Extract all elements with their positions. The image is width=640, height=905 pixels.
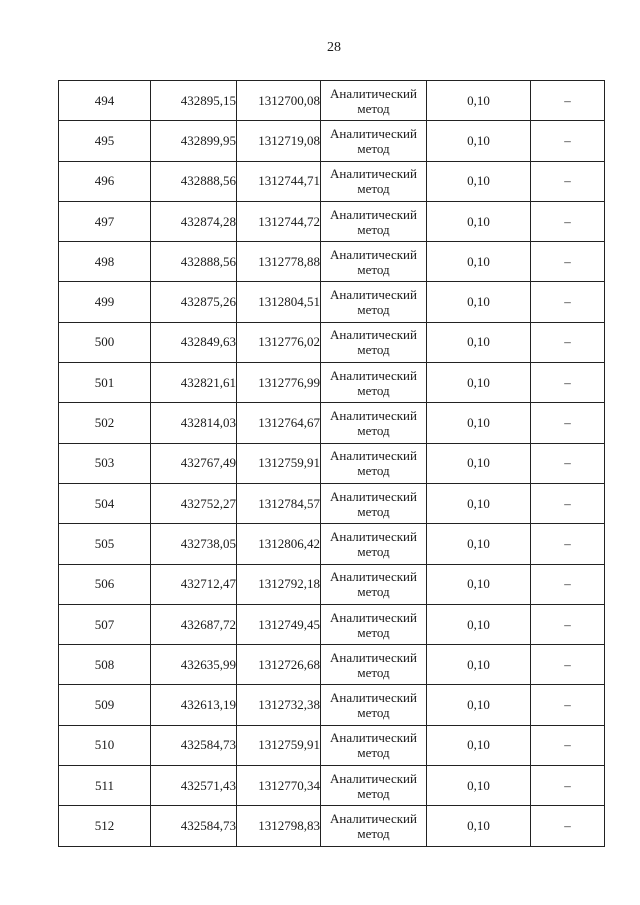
table-row — [59, 564, 605, 604]
table-row — [59, 483, 605, 523]
x-coordinate-cell: 432814,03 — [151, 403, 237, 443]
method-cell: Аналитический метод — [321, 403, 427, 443]
method-cell: Аналитический метод — [321, 524, 427, 564]
x-coordinate-cell: 432687,72 — [151, 604, 237, 644]
x-coordinate-cell: 432874,28 — [151, 201, 237, 241]
point-number-cell: 499 — [59, 282, 151, 322]
accuracy-cell: 0,10 — [427, 161, 531, 201]
x-coordinate-cell: 432888,56 — [151, 242, 237, 282]
table-row — [59, 443, 605, 483]
x-coordinate-cell: 432888,56 — [151, 161, 237, 201]
note-cell: – — [531, 524, 605, 564]
table-row — [59, 242, 605, 282]
method-cell: Аналитический метод — [321, 282, 427, 322]
accuracy-cell: 0,10 — [427, 483, 531, 523]
point-number-cell: 498 — [59, 242, 151, 282]
note-cell: – — [531, 766, 605, 806]
y-coordinate-cell: 1312776,99 — [237, 363, 321, 403]
x-coordinate-cell: 432584,73 — [151, 725, 237, 765]
x-coordinate-cell: 432635,99 — [151, 645, 237, 685]
method-cell: Аналитический метод — [321, 806, 427, 846]
table-row — [59, 121, 605, 161]
accuracy-cell: 0,10 — [427, 403, 531, 443]
note-cell: – — [531, 81, 605, 121]
accuracy-cell: 0,10 — [427, 201, 531, 241]
table-row — [59, 403, 605, 443]
point-number-cell: 495 — [59, 121, 151, 161]
coordinates-table — [58, 80, 605, 847]
method-cell: Аналитический метод — [321, 725, 427, 765]
y-coordinate-cell: 1312770,34 — [237, 766, 321, 806]
method-cell: Аналитический метод — [321, 766, 427, 806]
x-coordinate-cell: 432571,43 — [151, 766, 237, 806]
x-coordinate-cell: 432613,19 — [151, 685, 237, 725]
point-number-cell: 510 — [59, 725, 151, 765]
y-coordinate-cell: 1312804,51 — [237, 282, 321, 322]
x-coordinate-cell: 432738,05 — [151, 524, 237, 564]
accuracy-cell: 0,10 — [427, 322, 531, 362]
point-number-cell: 511 — [59, 766, 151, 806]
y-coordinate-cell: 1312744,72 — [237, 201, 321, 241]
note-cell: – — [531, 685, 605, 725]
method-cell: Аналитический метод — [321, 564, 427, 604]
point-number-cell: 508 — [59, 645, 151, 685]
y-coordinate-cell: 1312764,67 — [237, 403, 321, 443]
point-number-cell: 496 — [59, 161, 151, 201]
y-coordinate-cell: 1312759,91 — [237, 725, 321, 765]
y-coordinate-cell: 1312726,68 — [237, 645, 321, 685]
point-number-cell: 497 — [59, 201, 151, 241]
point-number-cell: 505 — [59, 524, 151, 564]
table-row — [59, 604, 605, 644]
accuracy-cell: 0,10 — [427, 242, 531, 282]
note-cell: – — [531, 604, 605, 644]
method-cell: Аналитический метод — [321, 322, 427, 362]
point-number-cell: 503 — [59, 443, 151, 483]
table-row — [59, 322, 605, 362]
y-coordinate-cell: 1312700,08 — [237, 81, 321, 121]
method-cell: Аналитический метод — [321, 121, 427, 161]
y-coordinate-cell: 1312719,08 — [237, 121, 321, 161]
point-number-cell: 494 — [59, 81, 151, 121]
point-number-cell: 509 — [59, 685, 151, 725]
table-row — [59, 806, 605, 846]
table-row — [59, 81, 605, 121]
table-row — [59, 282, 605, 322]
point-number-cell: 504 — [59, 483, 151, 523]
x-coordinate-cell: 432895,15 — [151, 81, 237, 121]
note-cell: – — [531, 483, 605, 523]
method-cell: Аналитический метод — [321, 242, 427, 282]
table-row — [59, 524, 605, 564]
point-number-cell: 512 — [59, 806, 151, 846]
point-number-cell: 507 — [59, 604, 151, 644]
accuracy-cell: 0,10 — [427, 282, 531, 322]
x-coordinate-cell: 432875,26 — [151, 282, 237, 322]
y-coordinate-cell: 1312784,57 — [237, 483, 321, 523]
accuracy-cell: 0,10 — [427, 564, 531, 604]
point-number-cell: 502 — [59, 403, 151, 443]
accuracy-cell: 0,10 — [427, 524, 531, 564]
x-coordinate-cell: 432712,47 — [151, 564, 237, 604]
note-cell: – — [531, 645, 605, 685]
note-cell: – — [531, 564, 605, 604]
table-row — [59, 766, 605, 806]
method-cell: Аналитический метод — [321, 201, 427, 241]
method-cell: Аналитический метод — [321, 604, 427, 644]
accuracy-cell: 0,10 — [427, 645, 531, 685]
table-row — [59, 161, 605, 201]
accuracy-cell: 0,10 — [427, 443, 531, 483]
note-cell: – — [531, 363, 605, 403]
y-coordinate-cell: 1312749,45 — [237, 604, 321, 644]
x-coordinate-cell: 432821,61 — [151, 363, 237, 403]
note-cell: – — [531, 806, 605, 846]
method-cell: Аналитический метод — [321, 81, 427, 121]
y-coordinate-cell: 1312792,18 — [237, 564, 321, 604]
y-coordinate-cell: 1312806,42 — [237, 524, 321, 564]
y-coordinate-cell: 1312744,71 — [237, 161, 321, 201]
table-row — [59, 201, 605, 241]
method-cell: Аналитический метод — [321, 161, 427, 201]
x-coordinate-cell: 432584,73 — [151, 806, 237, 846]
table-row — [59, 725, 605, 765]
note-cell: – — [531, 443, 605, 483]
method-cell: Аналитический метод — [321, 645, 427, 685]
method-cell: Аналитический метод — [321, 363, 427, 403]
method-cell: Аналитический метод — [321, 685, 427, 725]
y-coordinate-cell: 1312798,83 — [237, 806, 321, 846]
note-cell: – — [531, 242, 605, 282]
point-number-cell: 506 — [59, 564, 151, 604]
page-number: 28 — [327, 40, 341, 55]
method-cell: Аналитический метод — [321, 443, 427, 483]
note-cell: – — [531, 322, 605, 362]
table-row — [59, 363, 605, 403]
y-coordinate-cell: 1312776,02 — [237, 322, 321, 362]
y-coordinate-cell: 1312759,91 — [237, 443, 321, 483]
y-coordinate-cell: 1312732,38 — [237, 685, 321, 725]
note-cell: – — [531, 282, 605, 322]
x-coordinate-cell: 432767,49 — [151, 443, 237, 483]
note-cell: – — [531, 725, 605, 765]
note-cell: – — [531, 201, 605, 241]
table-row — [59, 645, 605, 685]
accuracy-cell: 0,10 — [427, 806, 531, 846]
method-cell: Аналитический метод — [321, 483, 427, 523]
y-coordinate-cell: 1312778,88 — [237, 242, 321, 282]
accuracy-cell: 0,10 — [427, 121, 531, 161]
accuracy-cell: 0,10 — [427, 766, 531, 806]
x-coordinate-cell: 432899,95 — [151, 121, 237, 161]
accuracy-cell: 0,10 — [427, 604, 531, 644]
note-cell: – — [531, 403, 605, 443]
point-number-cell: 500 — [59, 322, 151, 362]
point-number-cell: 501 — [59, 363, 151, 403]
x-coordinate-cell: 432752,27 — [151, 483, 237, 523]
accuracy-cell: 0,10 — [427, 685, 531, 725]
note-cell: – — [531, 161, 605, 201]
accuracy-cell: 0,10 — [427, 81, 531, 121]
table-row — [59, 685, 605, 725]
note-cell: – — [531, 121, 605, 161]
accuracy-cell: 0,10 — [427, 363, 531, 403]
accuracy-cell: 0,10 — [427, 725, 531, 765]
table-body — [59, 81, 605, 847]
x-coordinate-cell: 432849,63 — [151, 322, 237, 362]
